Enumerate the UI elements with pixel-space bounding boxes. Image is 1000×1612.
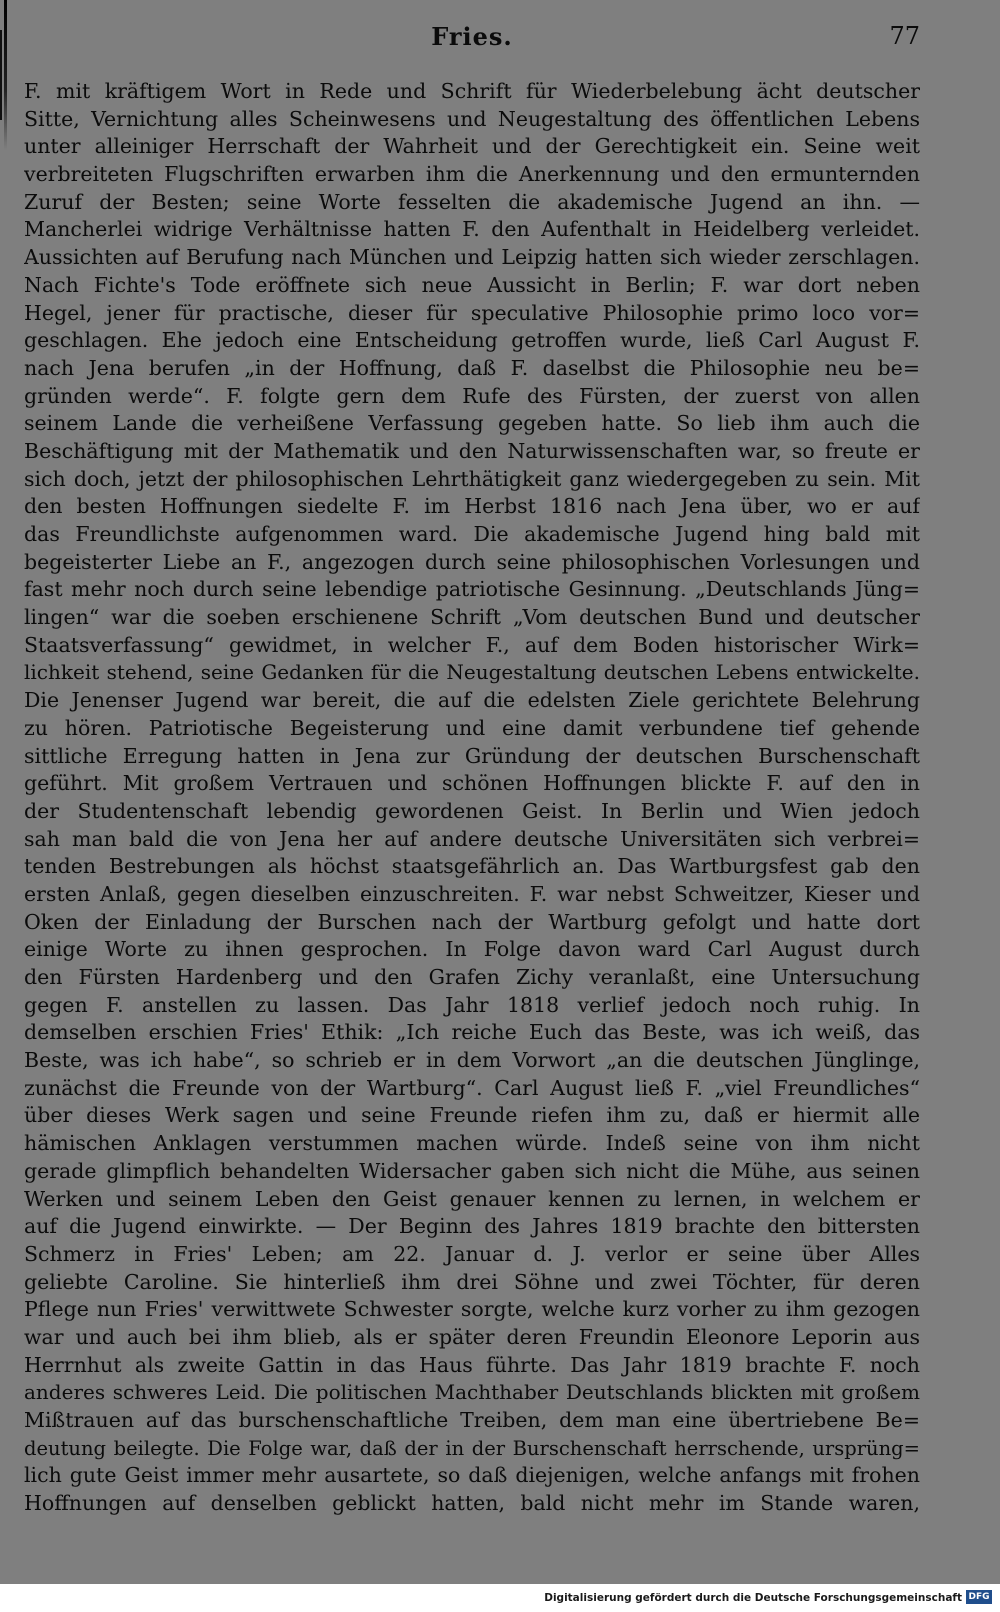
text-line: den Fürsten Hardenberg und den Grafen Zichy veranlaßt, eine Untersuchung bbox=[24, 965, 920, 989]
text-line: Zuruf der Besten; seine Worte fesselten die akademische Jugend an ihn. — bbox=[24, 189, 920, 214]
dfg-logo: DFG bbox=[966, 1590, 992, 1604]
text-line: über dieses Werk sagen und seine Freunde riefen ihm zu, daß er hiermit alle bbox=[24, 1103, 920, 1128]
text-line: hämischen Anklagen verstummen machen würde. Indeß seine von ihm nicht bbox=[24, 1131, 920, 1156]
text-line: lich gute Geist immer mehr ausartete, so daß diejenigen, welche anfangs mit frohen bbox=[24, 1463, 920, 1488]
text-line: begeisterter Liebe an F., angezogen durch seine philosophischen Vorlesungen und bbox=[24, 549, 920, 574]
text-line: seinem Lande die verheißene Verfassung gegeben hatte. So lieb ihm auch die bbox=[24, 411, 920, 436]
text-line: der Studentenschaft lebendig gewordenen Geist. In Berlin und Wien jedoch bbox=[24, 798, 920, 823]
text-line: das Freundlichste aufgenommen ward. Die akademische Jugend hing bald mit bbox=[24, 522, 920, 546]
text-line: Beste, was ich habe“, so schrieb er in dem Vorwort „an die deutschen Jünglinge, bbox=[24, 1048, 920, 1073]
page-header bbox=[24, 22, 920, 56]
body-text bbox=[24, 78, 920, 1518]
text-line: tenden Bestrebungen als höchst staatsgefährlich an. Das Wartburgsfest gab den bbox=[24, 854, 920, 879]
text-line: F. mit kräftigem Wort in Rede und Schrift für Wiederbelebung ächt deutscher bbox=[24, 79, 920, 103]
text-line: Die Jenenser Jugend war bereit, die auf die edelsten Ziele gerichtete Belehrung bbox=[24, 688, 920, 713]
text-line: verbreiteten Flugschriften erwarben ihm die Anerkennung und den ermunternden bbox=[24, 162, 920, 187]
text-line: Mancherlei widrige Verhältnisse hatten F. den Aufenthalt in Heidelberg verleidet. bbox=[24, 217, 920, 242]
text-line: Sitte, Vernichtung alles Scheinwesens und Neugestaltung des öffentlichen Lebens bbox=[24, 106, 920, 131]
text-line: Staatsverfassung“ gewidmet, in welcher F., auf dem Boden historischer Wirk= bbox=[24, 632, 920, 657]
page-number: 77 bbox=[889, 22, 920, 50]
text-line: Nach Fichte's Tode eröffnete sich neue Aussicht in Berlin; F. war dort neben bbox=[24, 272, 920, 297]
running-head: Fries. bbox=[431, 22, 513, 51]
text-line: geschlagen. Ehe jedoch eine Entscheidung getroffen wurde, ließ Carl August F. bbox=[24, 328, 920, 353]
text-line: sah man bald die von Jena her auf andere deutsche Universitäten sich verbrei= bbox=[24, 826, 920, 851]
text-line: lichkeit stehend, seine Gedanken für die Neugestaltung deutschen Lebens entwickelte. bbox=[24, 660, 920, 685]
text-line: lingen“ war die soeben erschienene Schrift „Vom deutschen Bund und deutscher bbox=[24, 605, 920, 630]
text-line: unter alleiniger Herrschaft der Wahrheit und der Gerechtigkeit ein. Seine weit bbox=[24, 134, 920, 159]
text-line: Werken und seinem Leben den Geist genauer kennen zu lernen, in welchem er bbox=[24, 1186, 920, 1211]
text-line: demselben erschien Fries' Ethik: „Ich reiche Euch das Beste, was ich weiß, das bbox=[24, 1020, 920, 1045]
text-line: Pflege nun Fries' verwittwete Schwester sorgte, welche kurz vorher zu ihm gezogen bbox=[24, 1297, 920, 1322]
text-line: fast mehr noch durch seine lebendige patriotische Gesinnung. „Deutschlands Jüng= bbox=[24, 577, 920, 602]
text-line: zu hören. Patriotische Begeisterung und eine damit verbundene tief gehende bbox=[24, 715, 920, 740]
text-line: geführt. Mit großem Vertrauen und schönen Hoffnungen blickte F. auf den in bbox=[24, 771, 920, 796]
text-line: deutung beilegte. Die Folge war, daß der in der Burschenschaft herrschende, ursprüng= bbox=[24, 1436, 920, 1460]
text-line: gründen werde“. F. folgte gern dem Rufe des Fürsten, der zuerst von allen bbox=[24, 383, 920, 408]
text-line: gerade glimpflich behandelten Widersacher gaben sich nicht die Mühe, aus seinen bbox=[24, 1158, 920, 1183]
text-line: war und auch bei ihm blieb, als er später deren Freundin Eleonore Leporin aus bbox=[24, 1324, 920, 1349]
text-line: Mißtrauen auf das burschenschaftliche Treiben, dem man eine übertriebene Be= bbox=[24, 1408, 920, 1432]
text-line: Aussichten auf Berufung nach München und Leipzig hatten sich wieder zerschlagen. bbox=[24, 245, 920, 270]
text-line: sittliche Erregung hatten in Jena zur Gründung der deutschen Burschenschaft bbox=[24, 743, 920, 768]
footer bbox=[0, 1584, 1000, 1612]
text-line: Schmerz in Fries' Leben; am 22. Januar d. J. verlor er seine über Alles bbox=[24, 1241, 920, 1266]
text-line: Beschäftigung mit der Mathematik und den Naturwissenschaften war, so freute er bbox=[24, 438, 920, 463]
text-line: auf die Jugend einwirkte. — Der Beginn des Jahres 1819 brachte den bittersten bbox=[24, 1214, 920, 1239]
page-edge-mark bbox=[0, 30, 2, 120]
text-line: zunächst die Freunde von der Wartburg“. Carl August ließ F. „viel Freundliches“ bbox=[24, 1075, 920, 1100]
funding-notice: Digitalisierung gefördert durch die Deutsche Forschungsgemeinschaft bbox=[544, 1592, 962, 1604]
page-edge-shadow bbox=[4, 0, 7, 150]
text-line: ersten Anlaß, gegen dieselben einzuschreiten. F. war nebst Schweitzer, Kieser und bbox=[24, 881, 920, 906]
text-line: Oken der Einladung der Burschen nach der Wartburg gefolgt und hatte dort bbox=[24, 909, 920, 934]
text-line: den besten Hoffnungen siedelte F. im Herbst 1816 nach Jena über, wo er auf bbox=[24, 494, 920, 519]
text-line: nach Jena berufen „in der Hoffnung, daß F. daselbst die Philosophie neu be= bbox=[24, 355, 920, 380]
text-line: Herrnhut als zweite Gattin in das Haus führte. Das Jahr 1819 brachte F. noch bbox=[24, 1352, 920, 1377]
text-line: Hoffnungen auf denselben geblickt hatten, bald nicht mehr im Stande waren, bbox=[24, 1491, 920, 1516]
text-line: sich doch, jetzt der philosophischen Lehrthätigkeit ganz wiedergegeben zu sein. Mit bbox=[24, 466, 920, 491]
text-line: Hegel, jener für practische, dieser für speculative Philosophie primo loco vor= bbox=[24, 300, 920, 325]
text-line: gegen F. anstellen zu lassen. Das Jahr 1818 verlief jedoch noch ruhig. In bbox=[24, 992, 920, 1017]
text-line: geliebte Caroline. Sie hinterließ ihm drei Söhne und zwei Töchter, für deren bbox=[24, 1269, 920, 1294]
text-line: anderes schweres Leid. Die politischen Machthaber Deutschlands blickten mit großem bbox=[24, 1380, 920, 1405]
text-line: einige Worte zu ihnen gesprochen. In Folge davon ward Carl August durch bbox=[24, 937, 920, 962]
